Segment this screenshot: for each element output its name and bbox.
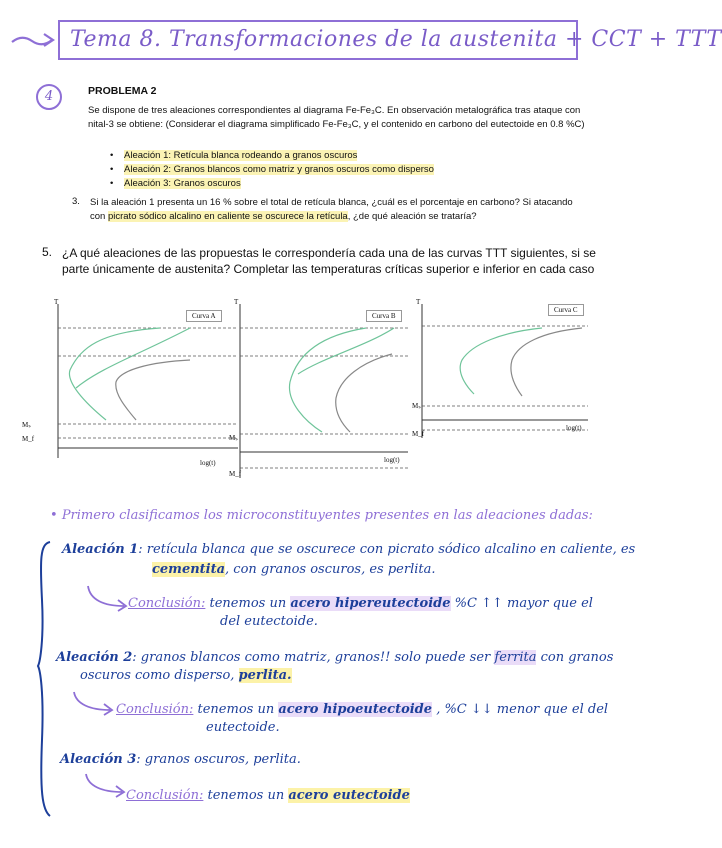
alloy-1-conclusion-line-2: del eutectoide. [220, 614, 318, 629]
alloy-1-label: Aleación 1 [62, 542, 139, 557]
chart-b-t-label: T [234, 298, 239, 306]
chart-b-ms-label: Mₛ [229, 434, 238, 442]
page-title: Tema 8. Transformaciones de la austenita + CCT + TTT [70, 27, 722, 52]
brace-icon [36, 540, 56, 820]
alloy-3-conclusion: Conclusión: tenemos un acero eutectoide [126, 788, 410, 803]
chart-c-ms-label: Mₛ [412, 402, 421, 410]
ttt-chart-a [40, 298, 240, 468]
chart-c-legend: Curva C [548, 304, 584, 316]
alloy-2-label: Aleación 2 [56, 650, 133, 665]
chart-a-x-label: log(t) [200, 459, 216, 467]
alloy-2-line-1: Aleación 2: granos blancos como matriz, granos!! solo puede ser ferrita con granos [56, 650, 614, 665]
bullet-item: • Aleación 3: Granos oscuros [110, 178, 241, 189]
alloy-1-line-2: cementita, con granos oscuros, es perlita. [152, 562, 436, 577]
bullet-text: Aleación 3: Granos oscuros [124, 178, 241, 189]
alloy-1-line-1: Aleación 1: retícula blanca que se oscurece con picrato sódico alcalino en caliente, es [62, 542, 636, 557]
alloy-2-line-2: oscuros como disperso, perlita. [80, 668, 292, 683]
question-5-text: ¿A qué aleaciones de las propuestas le correspondería cada una de las curvas TTT siguientes, si se parte únicamente de austenita? Completar las temperaturas críticas superior e inferior en cada caso [62, 246, 596, 276]
ttt-chart-c [412, 298, 592, 448]
chart-b-x-label: log(t) [384, 456, 400, 464]
question-5-number: 5. [42, 245, 53, 259]
chart-c-x-label: log(t) [566, 424, 582, 432]
alloy-2-conclusion-line-2: eutectoide. [206, 720, 280, 735]
chart-b-legend: Curva B [366, 310, 402, 322]
alloy-3-line: Aleación 3: granos oscuros, perlita. [60, 752, 301, 767]
problem-intro: Se dispone de tres aleaciones correspondientes al diagrama Fe-Fe₃C. En observación metalográfica tras ataque con nital-3 se obtiene: (Considerar el diagrama simplificado Fe-Fe₃C, y el contenido en carbono del eutectoide en 0.8 %C) [88, 105, 585, 130]
arrow-icon [84, 584, 132, 614]
alloy-2-conclusion: Conclusión: tenemos un acero hipoeutectoide , %C ↓↓ menor que el del [116, 702, 609, 717]
chart-a-mf-label: M_f [22, 435, 35, 443]
problem-number-badge: 4 [36, 84, 62, 110]
problem-title: PROBLEMA 2 [88, 85, 157, 97]
question-3-highlight: picrato sódico alcalino en caliente se oscurece la retícula [107, 210, 348, 222]
arrow-icon [70, 690, 118, 720]
bullet-item: • Aleación 2: Granos blancos como matriz y granos oscuros como disperso [110, 164, 434, 175]
chart-a-legend: Curva A [186, 310, 222, 322]
arrow-icon [82, 772, 130, 802]
bullet-text: Aleación 2: Granos blancos como matriz y granos oscuros como disperso [124, 164, 434, 175]
alloy-3-label: Aleación 3 [60, 752, 137, 767]
notes-intro: • Primero clasificamos los microconstituyentes presentes en las aleaciones dadas: [50, 508, 593, 523]
chart-a-ms-label: Mₛ [22, 421, 31, 429]
arrow-icon [10, 30, 56, 50]
bullet-text: Aleación 1: Retícula blanca rodeando a granos oscuros [124, 150, 358, 161]
question-3-number: 3. [72, 196, 80, 207]
chart-c-mf-label: M_f [412, 430, 425, 438]
chart-b-mf-label: M_f [229, 470, 242, 478]
alloy-1-conclusion: Conclusión: tenemos un acero hipereutectoide %C ↑↑ mayor que el [128, 596, 593, 611]
chart-a-t-label: T [54, 298, 59, 306]
chart-c-t-label: T [416, 298, 421, 306]
question-3-text: Si la aleación 1 presenta un 16 % sobre el total de retícula blanca, ¿cuál es el porcentaje en carbono? Si atacando con picrato sódico alcalino en caliente se oscurece la retícula, ¿de qué aleación se trataría? [90, 197, 573, 222]
bullet-item: • Aleación 1: Retícula blanca rodeando a granos oscuros [110, 150, 358, 161]
